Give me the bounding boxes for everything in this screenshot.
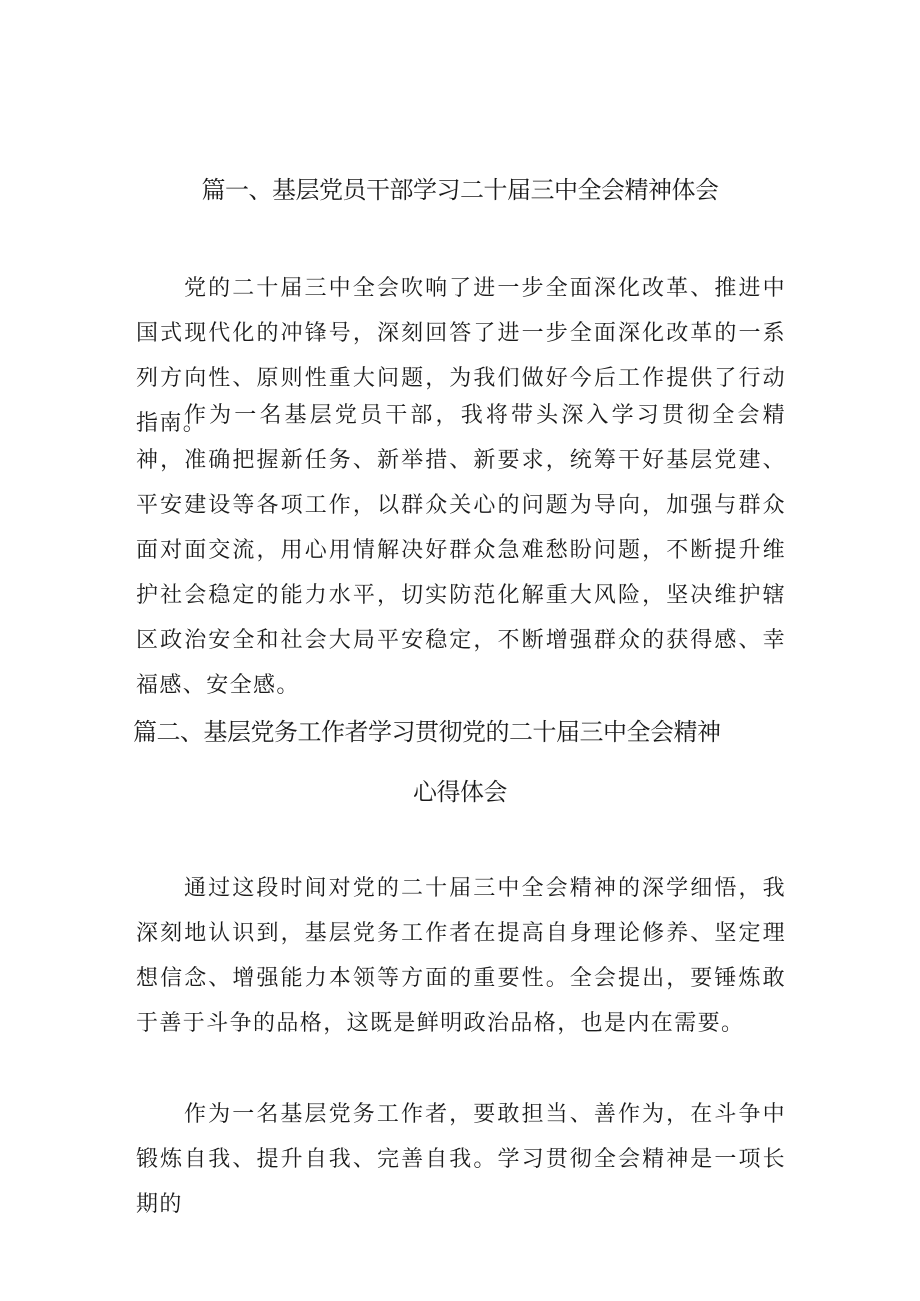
section2-title-line1: 篇二、基层党务工作者学习贯彻党的二十届三中全会精神 — [133, 718, 721, 746]
section1-title: 篇一、基层党员干部学习二十届三中全会精神体会 — [201, 176, 719, 204]
section2-title-line2: 心得体会 — [413, 778, 507, 806]
section1-paragraph-2: 作为一名基层党员干部，我将带头深入学习贯彻全会精神，准确把握新任务、新举措、新要求，统筹干好基层党建、平安建设等各项工作，以群众关心的问题为导向，加强与群众面对面交流，用心用情解决好群众急难愁盼问题，不断提升维护社会稳定的能力水平，切实防范化解重大风险，坚决维护辖区政治安全和社会大局平安稳定，不断增强群众的获得感、幸福感、安全感。 — [136, 403, 786, 698]
section2-paragraph-2: 作为一名基层党务工作者，要敢担当、善作为，在斗争中锻炼自我、提升自我、完善自我。学习贯彻全会精神是一项长期的 — [136, 1102, 786, 1217]
section2-paragraph-1: 通过这段时间对党的二十届三中全会精神的深学细悟，我深刻地认识到，基层党务工作者在提高自身理论修养、坚定理想信念、增强能力本领等方面的重要性。全会提出，要锤炼敢于善于斗争的品格，这既是鲜明政治品格，也是内在需要。 — [136, 876, 786, 1036]
section1-paragraph-1: 党的二十届三中全会吹响了进一步全面深化改革、推进中国式现代化的冲锋号，深刻回答了进一步全面深化改革的一系列方向性、原则性重大问题，为我们做好今后工作提供了行动指南。 — [136, 276, 786, 436]
